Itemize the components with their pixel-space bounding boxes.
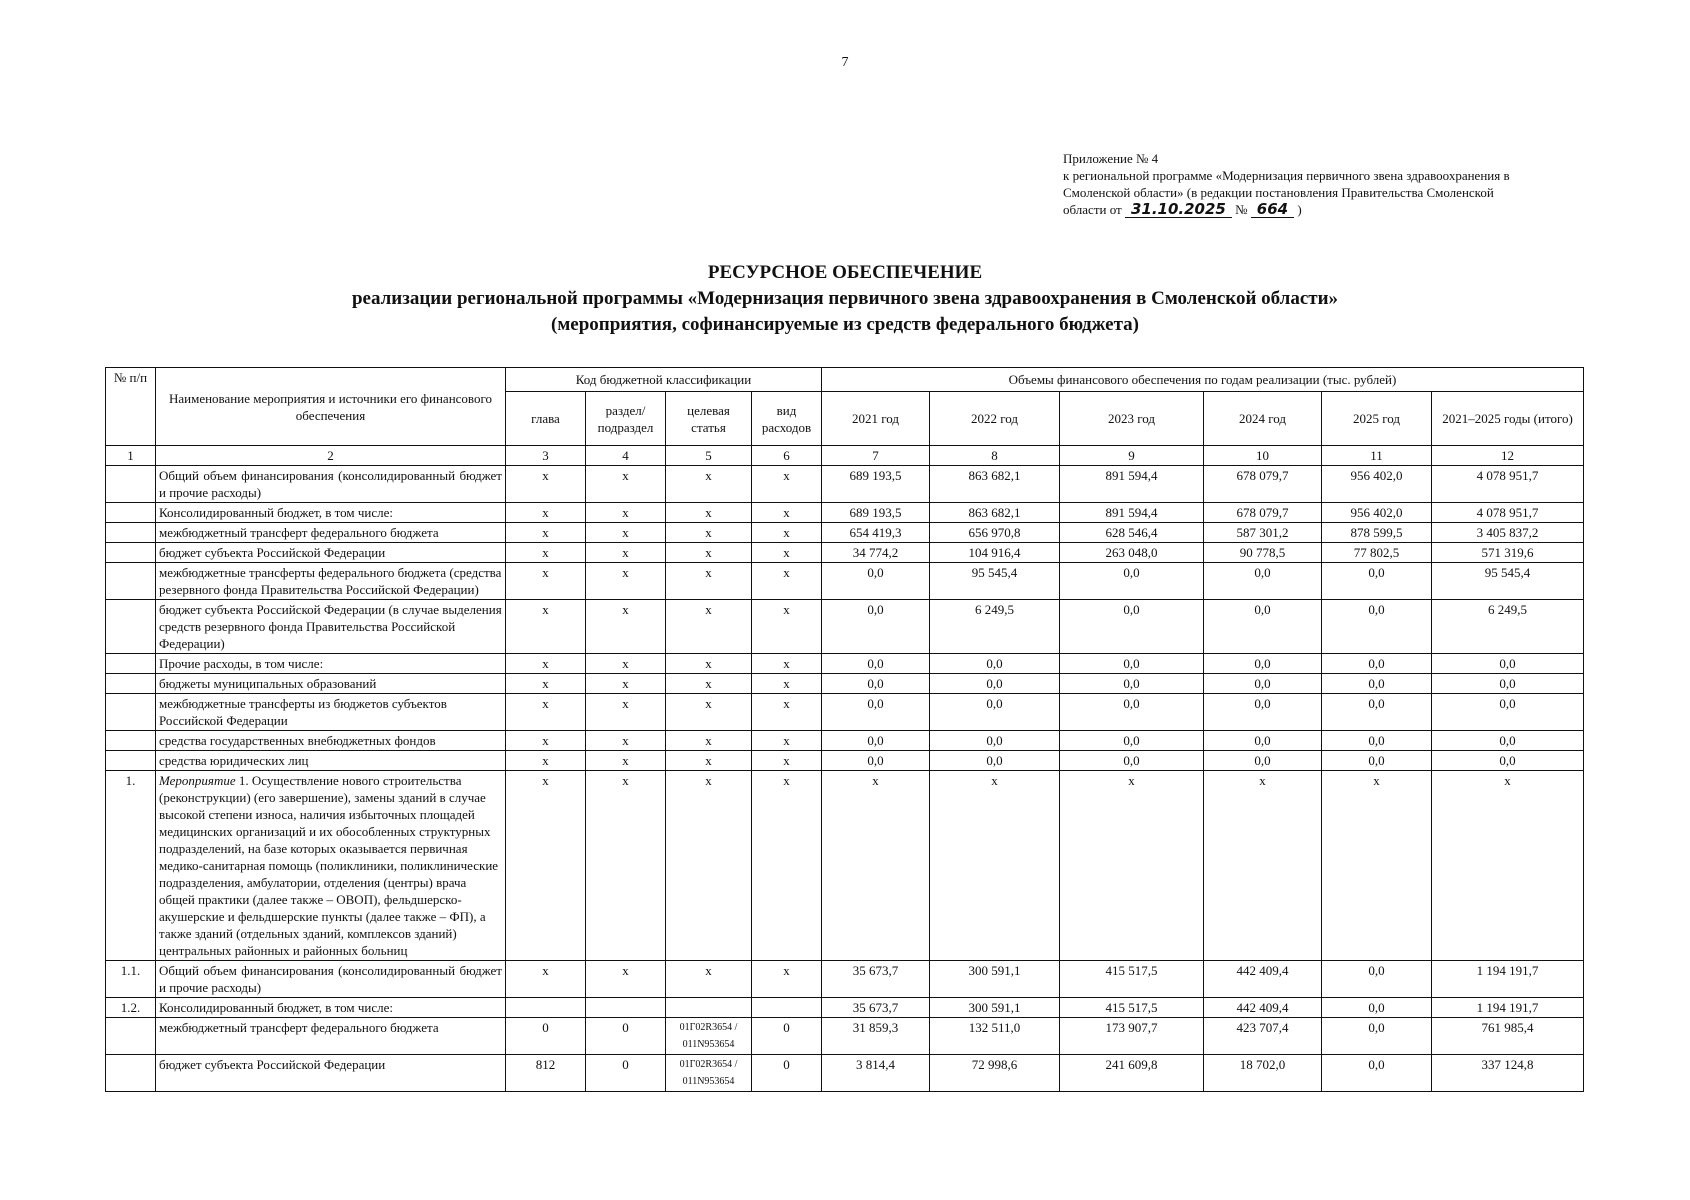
column-number: 12: [1432, 446, 1584, 466]
amount-value: 95 545,4: [930, 563, 1060, 600]
measure-row: [106, 771, 1584, 961]
budget-code: x: [586, 654, 666, 674]
amount-value: 878 599,5: [1322, 523, 1432, 543]
table-row: [106, 961, 1584, 998]
budget-code: 0: [586, 1018, 666, 1055]
row-number: [106, 1055, 156, 1092]
budget-code: 0: [586, 1055, 666, 1092]
table-row: [106, 1055, 1584, 1092]
column-number-row: [106, 446, 1584, 466]
appendix-note: [1063, 150, 1583, 218]
amount-value: 0,0: [1060, 674, 1204, 694]
amount-value: 415 517,5: [1060, 961, 1204, 998]
budget-code: x: [506, 654, 586, 674]
amount-value: 90 778,5: [1204, 543, 1322, 563]
amount-value: 104 916,4: [930, 543, 1060, 563]
budget-code: x: [752, 961, 822, 998]
row-number: [106, 694, 156, 731]
amount-value: 415 517,5: [1060, 998, 1204, 1018]
header-glava: глава: [506, 392, 586, 446]
amount-value: 689 193,5: [822, 466, 930, 503]
amount-value: 0,0: [1322, 694, 1432, 731]
amount-value: x: [1060, 771, 1204, 961]
column-number: 9: [1060, 446, 1204, 466]
header-razdel: раздел/ подраздел: [586, 392, 666, 446]
measure-text: 1. Осуществление нового строительства (реконструкции) (его завершение), замены зданий в случае высокой степени износа, наличия избыточных площадей медицинских организаций и их обособленных структурных подразделений, на базе которых оказывается первичная медико-санитарная помощь (поликлиники, поликлинические подразделения, амбулатории, отделения (центры) врача общей практики (далее также – ОВОП), фельдшерско-акушерские и фельдшерские пункты (далее также – ФП), а также зданий (отдельных зданий, комплексов зданий) центральных районных и районных больниц: [159, 773, 499, 958]
budget-code: x: [586, 751, 666, 771]
amount-value: 0,0: [930, 674, 1060, 694]
row-name: межбюджетные трансферты из бюджетов субъектов Российской Федерации: [156, 694, 506, 731]
amount-value: 0,0: [1322, 961, 1432, 998]
header-year-2024: 2024 год: [1204, 392, 1322, 446]
budget-code: x: [586, 466, 666, 503]
amount-value: 35 673,7: [822, 961, 930, 998]
amount-value: 0,0: [822, 694, 930, 731]
header-year-2022: 2022 год: [930, 392, 1060, 446]
amount-value: 77 802,5: [1322, 543, 1432, 563]
column-number: 4: [586, 446, 666, 466]
amount-value: 0,0: [930, 731, 1060, 751]
amount-value: 173 907,7: [1060, 1018, 1204, 1055]
amount-value: 0,0: [822, 731, 930, 751]
title-line-1: РЕСУРСНОЕ ОБЕСПЕЧЕНИЕ: [707, 262, 983, 283]
amount-value: 0,0: [1322, 731, 1432, 751]
budget-code: x: [666, 543, 752, 563]
amount-value: 1 194 191,7: [1432, 998, 1584, 1018]
table-row: [106, 694, 1584, 731]
appendix-closing: ): [1297, 202, 1302, 217]
amount-value: 678 079,7: [1204, 503, 1322, 523]
header-celevaya: целевая статья: [666, 392, 752, 446]
column-number: 5: [666, 446, 752, 466]
row-name: межбюджетный трансферт федерального бюджета: [156, 1018, 506, 1055]
measure-label: Мероприятие: [159, 773, 236, 788]
amount-value: 0,0: [1060, 751, 1204, 771]
budget-code: x: [586, 771, 666, 961]
column-number: 10: [1204, 446, 1322, 466]
row-number: [106, 1018, 156, 1055]
amount-value: 0,0: [1204, 731, 1322, 751]
amount-value: 0,0: [1432, 674, 1584, 694]
budget-code: x: [666, 961, 752, 998]
table-row: [106, 600, 1584, 654]
budget-code: x: [506, 731, 586, 751]
column-number: 8: [930, 446, 1060, 466]
budget-code: x: [666, 751, 752, 771]
amount-value: 0,0: [1204, 563, 1322, 600]
budget-code: x: [752, 694, 822, 731]
column-number: 6: [752, 446, 822, 466]
budget-code: x: [506, 751, 586, 771]
budget-code: x: [666, 771, 752, 961]
table-row: [106, 503, 1584, 523]
amount-value: 1 194 191,7: [1432, 961, 1584, 998]
column-number: 1: [106, 446, 156, 466]
amount-value: 6 249,5: [930, 600, 1060, 654]
amount-value: 0,0: [1322, 1018, 1432, 1055]
budget-code: x: [506, 543, 586, 563]
budget-code: x: [506, 563, 586, 600]
amount-value: 300 591,1: [930, 998, 1060, 1018]
header-name: Наименование мероприятия и источники его финансового обеспечения: [156, 368, 506, 446]
table-row: [106, 1018, 1584, 1055]
amount-value: 95 545,4: [1432, 563, 1584, 600]
column-number: 7: [822, 446, 930, 466]
budget-code: x: [506, 523, 586, 543]
row-name: межбюджетные трансферты федерального бюджета (средства резервного фонда Правительства Российской Федерации): [156, 563, 506, 600]
budget-code: 812: [506, 1055, 586, 1092]
amount-value: 0,0: [822, 600, 930, 654]
budget-code: x: [506, 694, 586, 731]
budget-code: 01Г02R3654 / 011N953654: [666, 1018, 752, 1055]
amount-value: 891 594,4: [1060, 503, 1204, 523]
amount-value: x: [1322, 771, 1432, 961]
budget-code: x: [506, 771, 586, 961]
header-no: № п/п: [106, 368, 156, 446]
header-years-group: Объемы финансового обеспечения по годам реализации (тыс. рублей): [822, 368, 1584, 392]
amount-value: 587 301,2: [1204, 523, 1322, 543]
amount-value: x: [1432, 771, 1584, 961]
header-year-2021: 2021 год: [822, 392, 930, 446]
row-name: Консолидированный бюджет, в том числе:: [156, 503, 506, 523]
budget-code: 01Г02R3654 / 011N953654: [666, 1055, 752, 1092]
amount-value: 6 249,5: [1432, 600, 1584, 654]
row-name: бюджеты муниципальных образований: [156, 674, 506, 694]
appendix-line-2: к региональной программе «Модернизация первичного звена здравоохранения в: [1063, 168, 1510, 183]
row-name: межбюджетный трансферт федерального бюджета: [156, 523, 506, 543]
amount-value: 654 419,3: [822, 523, 930, 543]
amount-value: 656 970,8: [930, 523, 1060, 543]
budget-code: [752, 998, 822, 1018]
amount-value: 0,0: [1204, 694, 1322, 731]
row-name: бюджет субъекта Российской Федерации (в случае выделения средств резервного фонда Правительства Российской Федерации): [156, 600, 506, 654]
budget-code: x: [752, 654, 822, 674]
amount-value: 0,0: [822, 674, 930, 694]
header-year-2023: 2023 год: [1060, 392, 1204, 446]
measure-name: [156, 771, 506, 961]
row-number: [106, 466, 156, 503]
amount-value: 628 546,4: [1060, 523, 1204, 543]
amount-value: 0,0: [822, 654, 930, 674]
row-name: средства юридических лиц: [156, 751, 506, 771]
row-name: бюджет субъекта Российской Федерации: [156, 543, 506, 563]
amount-value: 689 193,5: [822, 503, 930, 523]
amount-value: 0,0: [1432, 654, 1584, 674]
table-row: [106, 731, 1584, 751]
budget-code: x: [666, 654, 752, 674]
amount-value: 4 078 951,7: [1432, 466, 1584, 503]
row-number: [106, 503, 156, 523]
table-row: [106, 751, 1584, 771]
row-number: [106, 731, 156, 751]
amount-value: 0,0: [1322, 563, 1432, 600]
appendix-line-1: Приложение № 4: [1063, 151, 1159, 166]
amount-value: 72 998,6: [930, 1055, 1060, 1092]
amount-value: 956 402,0: [1322, 466, 1432, 503]
amount-value: 0,0: [1060, 600, 1204, 654]
amount-value: 863 682,1: [930, 503, 1060, 523]
budget-code: x: [666, 466, 752, 503]
budget-code: x: [586, 563, 666, 600]
budget-code: 0: [506, 1018, 586, 1055]
amount-value: 241 609,8: [1060, 1055, 1204, 1092]
amount-value: 4 078 951,7: [1432, 503, 1584, 523]
column-number: 3: [506, 446, 586, 466]
amount-value: 3 814,4: [822, 1055, 930, 1092]
amount-value: 0,0: [1432, 731, 1584, 751]
document-title: [0, 260, 1690, 338]
amount-value: 34 774,2: [822, 543, 930, 563]
amount-value: 0,0: [930, 751, 1060, 771]
row-name: средства государственных внебюджетных фондов: [156, 731, 506, 751]
budget-code: x: [506, 961, 586, 998]
budget-code: [506, 998, 586, 1018]
budget-code: x: [666, 563, 752, 600]
budget-code: x: [666, 503, 752, 523]
amount-value: 0,0: [1322, 600, 1432, 654]
budget-code: x: [586, 961, 666, 998]
amount-value: 132 511,0: [930, 1018, 1060, 1055]
row-number: [106, 543, 156, 563]
table-row: [106, 654, 1584, 674]
budget-code: x: [586, 523, 666, 543]
column-number: 11: [1322, 446, 1432, 466]
budget-code: x: [586, 503, 666, 523]
appendix-line-4: [1063, 201, 1583, 218]
header-year-2025: 2025 год: [1322, 392, 1432, 446]
amount-value: 891 594,4: [1060, 466, 1204, 503]
budget-code: x: [752, 731, 822, 751]
table-row: [106, 563, 1584, 600]
appendix-number-label: №: [1235, 202, 1248, 217]
appendix-line-3: Смоленской области» (в редакции постановления Правительства Смоленской: [1063, 185, 1494, 200]
row-number: [106, 654, 156, 674]
header-code-group: Код бюджетной классификации: [506, 368, 822, 392]
amount-value: x: [822, 771, 930, 961]
budget-code: x: [666, 674, 752, 694]
amount-value: 35 673,7: [822, 998, 930, 1018]
budget-code: x: [752, 523, 822, 543]
amount-value: 0,0: [1432, 694, 1584, 731]
budget-code: x: [586, 694, 666, 731]
budget-code: x: [666, 600, 752, 654]
amount-value: 442 409,4: [1204, 998, 1322, 1018]
row-name: Консолидированный бюджет, в том числе:: [156, 998, 506, 1018]
row-number: [106, 523, 156, 543]
amount-value: 0,0: [822, 751, 930, 771]
budget-code: x: [752, 674, 822, 694]
budget-code: x: [666, 523, 752, 543]
table-row: [106, 466, 1584, 503]
title-line-3: (мероприятия, софинансируемые из средств федерального бюджета): [551, 314, 1139, 335]
appendix-date-prefix: области от: [1063, 202, 1122, 217]
amount-value: x: [930, 771, 1060, 961]
row-name: Общий объем финансирования (консолидированный бюджет и прочие расходы): [156, 961, 506, 998]
budget-code: x: [752, 503, 822, 523]
amount-value: 0,0: [1322, 1055, 1432, 1092]
row-number: 1.2.: [106, 998, 156, 1018]
amount-value: x: [1204, 771, 1322, 961]
column-number: 2: [156, 446, 506, 466]
budget-code: x: [666, 731, 752, 751]
header-year-total: 2021–2025 годы (итого): [1432, 392, 1584, 446]
amount-value: 0,0: [1060, 694, 1204, 731]
budget-code: x: [506, 600, 586, 654]
amount-value: 263 048,0: [1060, 543, 1204, 563]
amount-value: 0,0: [1322, 751, 1432, 771]
amount-value: 423 707,4: [1204, 1018, 1322, 1055]
amount-value: 956 402,0: [1322, 503, 1432, 523]
row-name: Общий объем финансирования (консолидированный бюджет и прочие расходы): [156, 466, 506, 503]
budget-code: x: [752, 771, 822, 961]
budget-code: x: [752, 563, 822, 600]
row-number: [106, 563, 156, 600]
budget-code: x: [666, 694, 752, 731]
budget-code: x: [586, 600, 666, 654]
row-number: [106, 674, 156, 694]
amount-value: 300 591,1: [930, 961, 1060, 998]
budget-code: [586, 998, 666, 1018]
amount-value: 0,0: [1204, 654, 1322, 674]
row-number: 1.1.: [106, 961, 156, 998]
budget-code: x: [586, 543, 666, 563]
budget-code: x: [506, 674, 586, 694]
amount-value: 0,0: [1060, 563, 1204, 600]
amount-value: 0,0: [822, 563, 930, 600]
amount-value: 0,0: [1432, 751, 1584, 771]
amount-value: 0,0: [930, 654, 1060, 674]
amount-value: 442 409,4: [1204, 961, 1322, 998]
amount-value: 3 405 837,2: [1432, 523, 1584, 543]
amount-value: 31 859,3: [822, 1018, 930, 1055]
amount-value: 0,0: [1204, 600, 1322, 654]
amount-value: 0,0: [930, 694, 1060, 731]
amount-value: 0,0: [1322, 674, 1432, 694]
budget-code: [666, 998, 752, 1018]
amount-value: 0,0: [1060, 654, 1204, 674]
budget-code: 0: [752, 1055, 822, 1092]
amount-value: 0,0: [1204, 674, 1322, 694]
amount-value: 18 702,0: [1204, 1055, 1322, 1092]
table-row: [106, 543, 1584, 563]
row-name: бюджет субъекта Российской Федерации: [156, 1055, 506, 1092]
amount-value: 0,0: [1322, 654, 1432, 674]
table-row: [106, 523, 1584, 543]
table-row: [106, 674, 1584, 694]
budget-code: x: [752, 751, 822, 771]
row-name: Прочие расходы, в том числе:: [156, 654, 506, 674]
header-vid: вид расходов: [752, 392, 822, 446]
budget-code: x: [586, 674, 666, 694]
row-number: 1.: [106, 771, 156, 961]
budget-code: x: [506, 503, 586, 523]
title-line-2: реализации региональной программы «Модернизация первичного звена здравоохранения в Смоленской области»: [351, 288, 1339, 309]
amount-value: 761 985,4: [1432, 1018, 1584, 1055]
amount-value: 678 079,7: [1204, 466, 1322, 503]
amount-value: 0,0: [1322, 998, 1432, 1018]
budget-code: x: [752, 543, 822, 563]
budget-code: x: [506, 466, 586, 503]
amount-value: 863 682,1: [930, 466, 1060, 503]
resource-table: [105, 367, 1584, 1092]
budget-code: x: [752, 600, 822, 654]
handwritten-date: 31.10.2025: [1125, 202, 1232, 218]
amount-value: 571 319,6: [1432, 543, 1584, 563]
budget-code: x: [752, 466, 822, 503]
amount-value: 337 124,8: [1432, 1055, 1584, 1092]
row-number: [106, 600, 156, 654]
budget-code: 0: [752, 1018, 822, 1055]
handwritten-number: 664: [1251, 202, 1294, 218]
page-number: 7: [841, 55, 849, 70]
budget-code: x: [586, 731, 666, 751]
amount-value: 0,0: [1060, 731, 1204, 751]
row-number: [106, 751, 156, 771]
amount-value: 0,0: [1204, 751, 1322, 771]
table-row: [106, 998, 1584, 1018]
